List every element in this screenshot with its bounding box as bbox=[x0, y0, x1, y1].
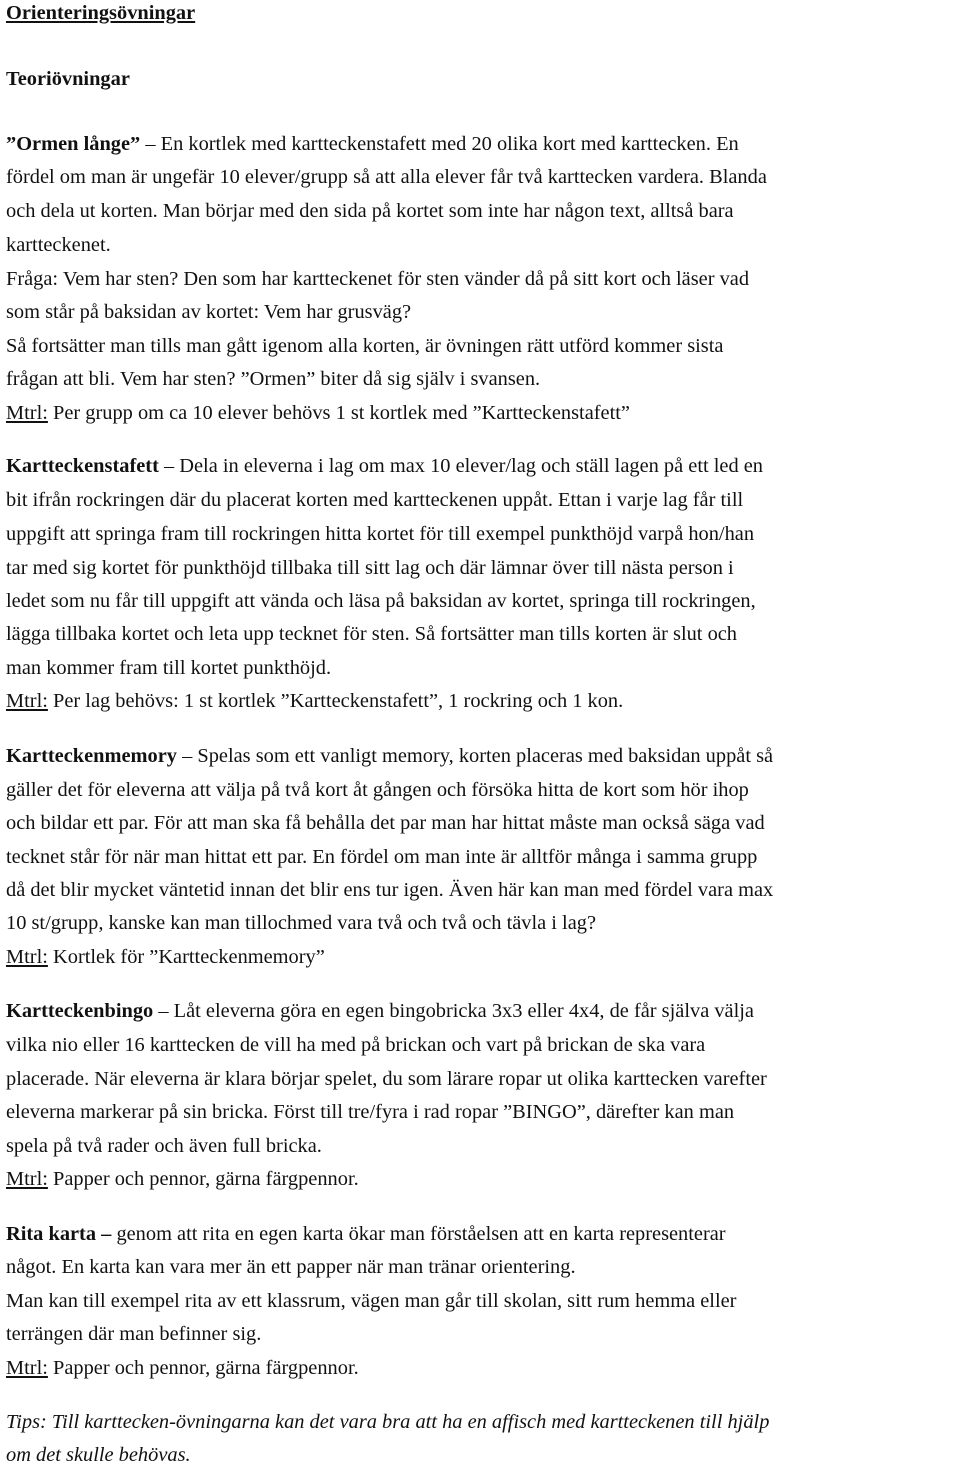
memory-mtrl-line bbox=[6, 944, 325, 970]
bingo-line-5: spela på två rader och även full bricka. bbox=[6, 1135, 322, 1157]
tips-text-1: Tips: Till karttecken-övningarna kan det vara bra att ha en affisch med kartteckenen till hjälp bbox=[6, 1411, 770, 1433]
document-title: Orienteringsövningar bbox=[6, 2, 196, 24]
stafett-term: Kartteckenstafett bbox=[6, 455, 159, 477]
memory-line-1 bbox=[6, 743, 773, 769]
document-title-line bbox=[6, 0, 195, 26]
ormen-line-2: fördel om man är ungefär 10 elever/grupp så att alla elever får två karttecken vardera. Blanda bbox=[6, 166, 767, 188]
memory-term: Kartteckenmemory bbox=[6, 745, 177, 767]
rita-term: Rita karta – bbox=[6, 1223, 112, 1245]
bingo-line-1 bbox=[6, 998, 754, 1024]
bingo-text-1: – Låt eleverna göra en egen bingobricka 3x3 eller 4x4, de får själva välja bbox=[153, 1000, 754, 1022]
memory-mtrl-label: Mtrl: bbox=[6, 946, 48, 968]
stafett-line-4: tar med sig kortet för punkthöjd tillbaka till sitt lag och där lämnar över till nästa person i bbox=[6, 557, 734, 579]
ormen-line-7: Så fortsätter man tills man gått igenom alla korten, är övningen rätt utförd kommer sista bbox=[6, 335, 724, 357]
section-heading-line bbox=[6, 66, 130, 92]
tips-line-1 bbox=[6, 1409, 769, 1435]
stafett-line-1 bbox=[6, 453, 763, 479]
stafett-text-1: – Dela in eleverna i lag om max 10 elever/lag och ställ lagen på ett led en bbox=[158, 455, 763, 477]
memory-line-3: och bildar ett par. För att man ska få behålla det par man har hittat måste man också säga vad bbox=[6, 812, 765, 834]
ormen-line-3: och dela ut korten. Man börjar med den sida på kortet som inte har någon text, alltså bara bbox=[6, 200, 734, 222]
stafett-line-6: lägga tillbaka kortet och leta upp tecknet för sten. Så fortsätter man tills korten är slut och bbox=[6, 623, 738, 645]
stafett-line-3: uppgift att springa fram till rockringen hitta kortet för till exempel punkthöjd varpå hon/han bbox=[6, 523, 755, 545]
memory-mtrl-text: Kortlek för ”Kartteckenmemory” bbox=[47, 946, 325, 968]
stafett-mtrl-label: Mtrl: bbox=[6, 690, 48, 712]
stafett-line-2: bit ifrån rockringen där du placerat korten med kartteckenen uppåt. Ettan i varje lag får till bbox=[6, 489, 744, 511]
rita-text-1: genom att rita en egen karta ökar man förståelsen att en karta representerar bbox=[111, 1223, 726, 1245]
memory-line-2: gäller det för eleverna att välja på två kort åt gången och försöka hitta de kort som hör ihop bbox=[6, 779, 749, 801]
tips-line-2 bbox=[6, 1442, 191, 1468]
bingo-mtrl-text: Papper och pennor, gärna färgpennor. bbox=[47, 1168, 359, 1190]
rita-mtrl-label: Mtrl: bbox=[6, 1357, 48, 1379]
section-heading: Teoriövningar bbox=[6, 68, 130, 90]
stafett-mtrl-text: Per lag behövs: 1 st kortlek ”Kartteckenstafett”, 1 rockring och 1 kon. bbox=[47, 690, 624, 712]
ormen-mtrl-text: Per grupp om ca 10 elever behövs 1 st kortlek med ”Kartteckenstafett” bbox=[47, 402, 630, 424]
tips-text-2: om det skulle behövas. bbox=[6, 1444, 191, 1466]
bingo-mtrl-label: Mtrl: bbox=[6, 1168, 48, 1190]
stafett-mtrl-line bbox=[6, 688, 623, 714]
bingo-line-4: eleverna markerar på sin bricka. Först till tre/fyra i rad ropar ”BINGO”, därefter kan man bbox=[6, 1101, 735, 1123]
rita-line-3: Man kan till exempel rita av ett klassrum, vägen man går till skolan, sitt rum hemma eller bbox=[6, 1290, 737, 1312]
rita-mtrl-text: Papper och pennor, gärna färgpennor. bbox=[47, 1357, 359, 1379]
bingo-line-3: placerade. När eleverna är klara börjar spelet, du som lärare ropar ut olika karttecken varefter bbox=[6, 1068, 767, 1090]
rita-line-4: terrängen där man befinner sig. bbox=[6, 1323, 262, 1345]
memory-text-1: – Spelas som ett vanligt memory, korten placeras med baksidan uppåt så bbox=[176, 745, 774, 767]
ormen-text-1: – En kortlek med kartteckenstafett med 20 olika kort med karttecken. En bbox=[140, 133, 739, 155]
ormen-mtrl-label: Mtrl: bbox=[6, 402, 48, 424]
rita-line-2: något. En karta kan vara mer än ett papper när man tränar orientering. bbox=[6, 1256, 576, 1278]
bingo-line-2: vilka nio eller 16 karttecken de vill ha med på brickan och vart på brickan de ska vara bbox=[6, 1034, 706, 1056]
stafett-line-5: ledet som nu får till uppgift att vända och läsa på baksidan av kortet, springa till rockringen, bbox=[6, 590, 756, 612]
ormen-mtrl-line bbox=[6, 400, 630, 426]
bingo-mtrl-line bbox=[6, 1166, 359, 1192]
ormen-term: ”Ormen långe” bbox=[6, 133, 141, 155]
memory-line-5: då det blir mycket väntetid innan det blir ens tur igen. Även här kan man med fördel vara max bbox=[6, 879, 774, 901]
rita-line-1 bbox=[6, 1221, 726, 1247]
bingo-term: Kartteckenbingo bbox=[6, 1000, 154, 1022]
ormen-line-4: kartteckenet. bbox=[6, 234, 111, 256]
memory-line-4: tecknet står för när man hittat ett par. En fördel om man inte är alltför många i samma grupp bbox=[6, 846, 758, 868]
rita-mtrl-line bbox=[6, 1355, 359, 1381]
stafett-line-7: man kommer fram till kortet punkthöjd. bbox=[6, 657, 332, 679]
ormen-line-5: Fråga: Vem har sten? Den som har kartteckenet för sten vänder då på sitt kort och läser vad bbox=[6, 268, 750, 290]
memory-line-6: 10 st/grupp, kanske kan man tillochmed vara två och två och tävla i lag? bbox=[6, 912, 597, 934]
ormen-line-8: frågan att bli. Vem har sten? ”Ormen” biter då sig själv i svansen. bbox=[6, 368, 541, 390]
ormen-line-1 bbox=[6, 131, 739, 157]
ormen-line-6: som står på baksidan av kortet: Vem har grusväg? bbox=[6, 301, 412, 323]
